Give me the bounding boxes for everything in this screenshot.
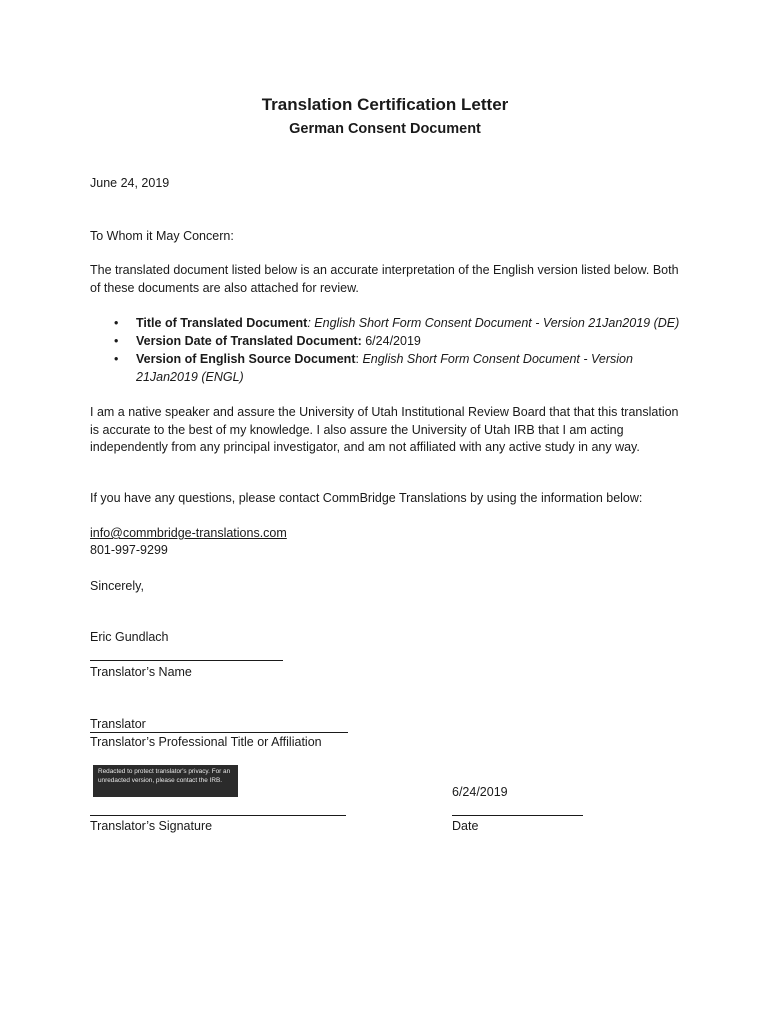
page-subtitle: German Consent Document (289, 121, 481, 137)
bullet-icon: • (114, 352, 119, 366)
letter-date: June 24, 2019 (90, 176, 170, 190)
list-item-value: English Short Form Consent Document - Version 21Jan2019 (DE) (314, 316, 680, 330)
list-item (90, 351, 680, 386)
signature-label: Translator’s Signature (90, 819, 213, 833)
translator-name-value: Eric Gundlach (90, 630, 169, 644)
list-item (90, 315, 680, 333)
redaction-box: Redacted to protect translator's privacy. For an unredacted version, please contact the IRB. (93, 765, 238, 797)
list-item-label: Title of Translated Document (136, 316, 308, 330)
translator-name-label: Translator’s Name (90, 665, 192, 679)
salutation: To Whom it May Concern: (90, 229, 234, 243)
bullet-icon: • (114, 316, 119, 330)
document-list (90, 315, 680, 387)
closing: Sincerely, (90, 579, 144, 593)
signature-date-value: 6/24/2019 (452, 785, 508, 799)
page-title: Translation Certification Letter (261, 95, 509, 114)
signature-line (90, 815, 346, 816)
title-signature-line (90, 732, 348, 733)
list-item-label: Version of English Source Document (136, 352, 356, 366)
date-label: Date (452, 819, 479, 833)
contact-phone: 801-997-9299 (90, 543, 168, 557)
list-item-separator: : (355, 352, 363, 366)
list-item-label: Version Date of Translated Document: (136, 334, 362, 348)
list-item-value: 6/24/2019 (365, 334, 421, 348)
contact-email-container (90, 525, 287, 542)
translator-title-label: Translator’s Professional Title or Affiliation (90, 735, 322, 749)
date-signature-line (452, 815, 583, 816)
bullet-icon: • (114, 334, 119, 348)
assurance-paragraph: I am a native speaker and assure the University of Utah Institutional Review Board that that this translation is accurate to the best of my knowledge. I also assure the University of Utah IRB that I am acting independently from any principal investigator, and am not affiliated with any active study in any way. (90, 405, 679, 454)
contact-email-link[interactable]: info@commbridge-translations.com (90, 526, 287, 540)
list-item-separator: : (307, 316, 315, 330)
questions-paragraph: If you have any questions, please contact CommBridge Translations by using the information below: (90, 491, 643, 505)
name-signature-line (90, 660, 283, 661)
translator-title-value: Translator (90, 717, 146, 731)
list-item-value: English Short Form Consent Document - Version 21Jan2019 (ENGL) (136, 352, 633, 384)
list-item (90, 333, 680, 351)
intro-paragraph: The translated document listed below is an accurate interpretation of the English version listed below. Both of these documents are also attached for review. (90, 263, 679, 295)
